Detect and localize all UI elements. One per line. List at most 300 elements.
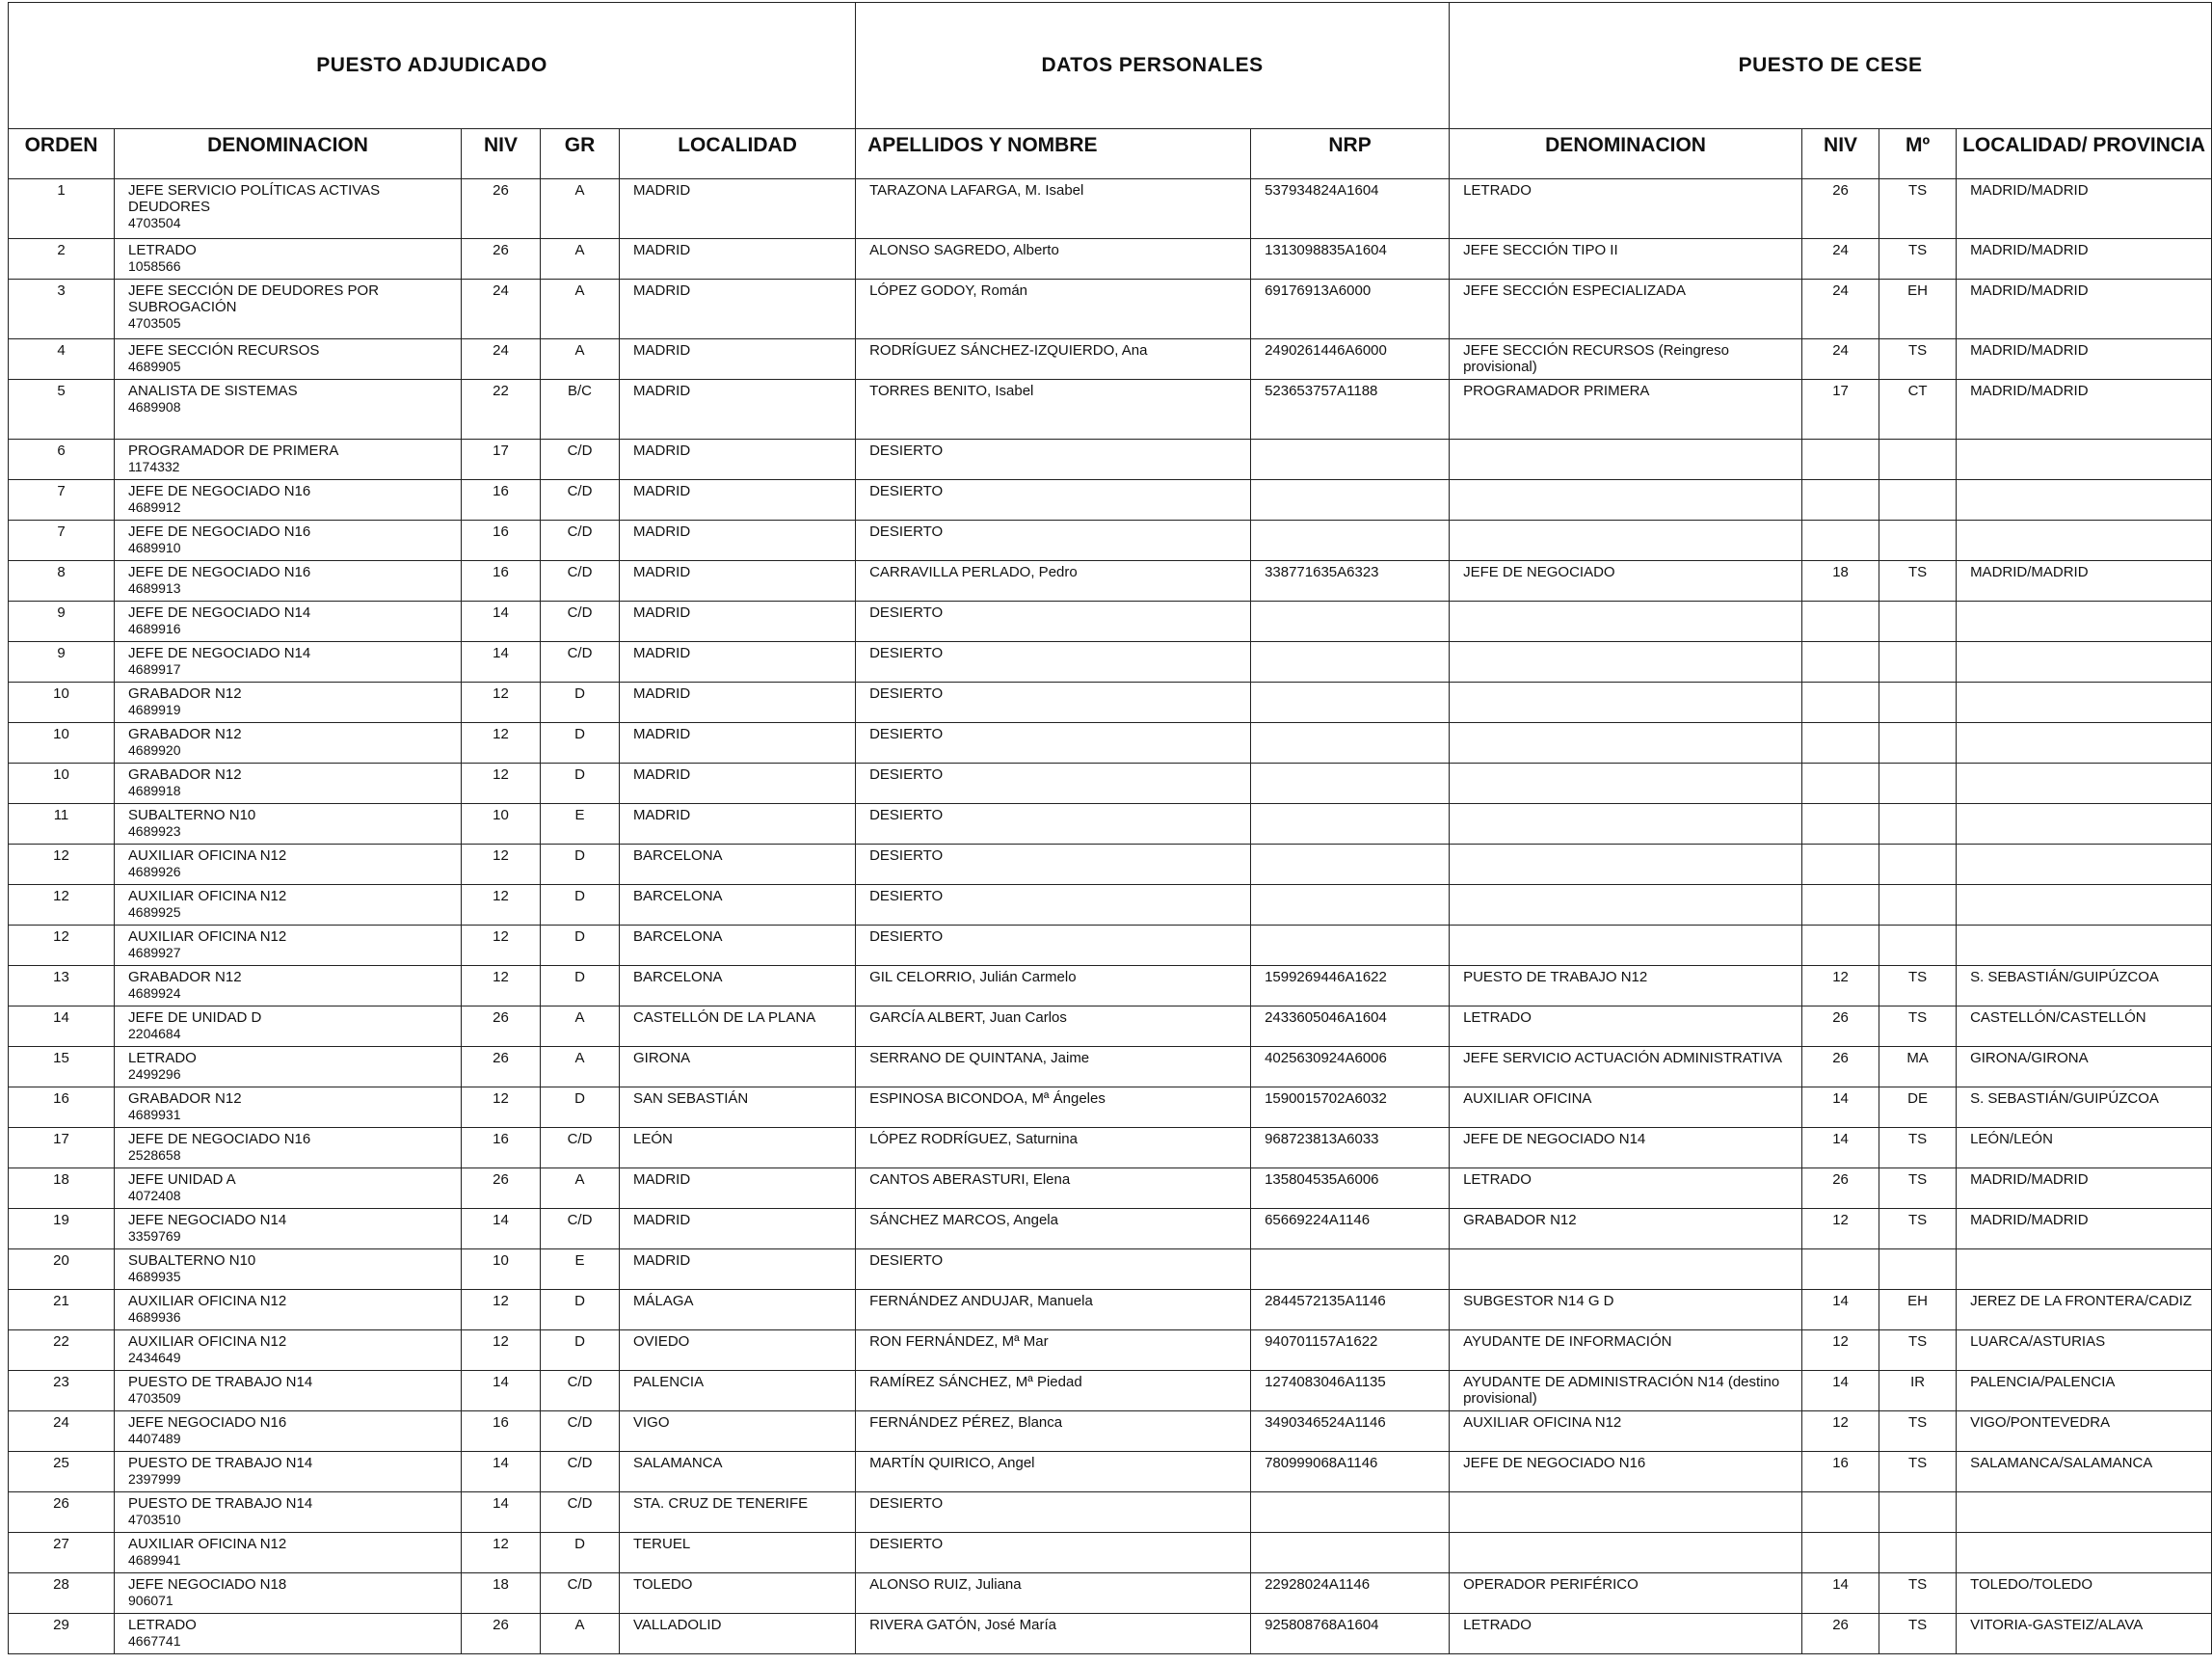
- cell-codigo-puesto: 4689918: [128, 783, 181, 798]
- cell-orden-text: 12: [53, 928, 69, 945]
- cell-localidad-text: MADRID: [633, 645, 691, 661]
- cell-cese-niv: [1802, 1290, 1879, 1330]
- cell-localidad: [620, 1209, 856, 1249]
- cell-nrp: [1251, 1533, 1450, 1573]
- cell-localidad-provincia: [1957, 885, 2212, 926]
- cell-cese-niv-text: 14: [1832, 1293, 1849, 1309]
- cell-apellidos-nombre-text: ALONSO RUIZ, Juliana: [869, 1576, 1022, 1593]
- cell-cese-niv-text: 14: [1832, 1090, 1849, 1107]
- cell-gr: [541, 1452, 620, 1492]
- cell-gr-text: C/D: [567, 645, 593, 661]
- cell-denominacion: [115, 1452, 462, 1492]
- cell-localidad: [620, 561, 856, 602]
- cell-gr: [541, 480, 620, 521]
- cell-nrp: [1251, 723, 1450, 764]
- cell-niv: [462, 561, 541, 602]
- cell-cese-niv: [1802, 1128, 1879, 1168]
- cell-niv: [462, 885, 541, 926]
- cell-cese-niv: [1802, 804, 1879, 845]
- cell-gr: [541, 1411, 620, 1452]
- cell-denominacion-text: GRABADOR N12: [128, 766, 242, 783]
- cell-ministerio-text: EH: [1907, 1293, 1928, 1309]
- cell-cese-denominacion: [1450, 1128, 1802, 1168]
- cell-niv-text: 16: [493, 1414, 509, 1431]
- cell-niv-text: 10: [493, 807, 509, 823]
- cell-ministerio-text: TS: [1907, 1414, 1928, 1431]
- cell-denominacion-text: LETRADO: [128, 1617, 197, 1633]
- cell-nrp: [1251, 885, 1450, 926]
- cell-localidad-text: BARCELONA: [633, 969, 723, 985]
- cell-orden-text: 4: [57, 342, 66, 359]
- table-row: [9, 1411, 2212, 1452]
- cell-gr: [541, 521, 620, 561]
- table-row: [9, 966, 2212, 1006]
- cell-localidad-provincia: [1957, 380, 2212, 440]
- cell-denominacion: [115, 179, 462, 239]
- cell-cese-denominacion-text: PUESTO DE TRABAJO N12: [1463, 969, 1648, 985]
- cell-cese-denominacion: [1450, 885, 1802, 926]
- cell-niv-text: 12: [493, 1536, 509, 1552]
- cell-ministerio: [1879, 1573, 1957, 1614]
- cell-apellidos-nombre: [856, 683, 1251, 723]
- cell-orden-text: 13: [53, 969, 69, 985]
- cell-denominacion: [115, 926, 462, 966]
- cell-orden-text: 10: [53, 726, 69, 742]
- cell-cese-denominacion: [1450, 1452, 1802, 1492]
- cell-niv: [462, 642, 541, 683]
- document: [8, 2, 2211, 1654]
- cell-orden: [9, 339, 115, 380]
- cell-ministerio: [1879, 966, 1957, 1006]
- column-header-row: [9, 129, 2212, 179]
- cell-codigo-puesto: 2434649: [128, 1350, 181, 1365]
- cell-niv: [462, 1371, 541, 1411]
- cell-niv: [462, 1087, 541, 1128]
- cell-nrp-text: 780999068A1146: [1265, 1455, 1378, 1471]
- cell-denominacion: [115, 1128, 462, 1168]
- cell-localidad-text: MADRID: [633, 726, 691, 742]
- cell-niv-text: 16: [493, 1131, 509, 1147]
- cell-denominacion: [115, 1249, 462, 1290]
- cell-apellidos-nombre: [856, 602, 1251, 642]
- cell-localidad-text: MADRID: [633, 685, 691, 702]
- cell-ministerio: [1879, 804, 1957, 845]
- cell-localidad-text: SAN SEBASTIÁN: [633, 1090, 749, 1107]
- cell-denominacion-text: PUESTO DE TRABAJO N14: [128, 1374, 313, 1390]
- cell-nrp: [1251, 764, 1450, 804]
- cell-codigo-puesto: 2204684: [128, 1026, 181, 1041]
- cell-apellidos-nombre: [856, 521, 1251, 561]
- cell-cese-niv: [1802, 1209, 1879, 1249]
- cell-cese-denominacion-text: OPERADOR PERIFÉRICO: [1463, 1576, 1639, 1593]
- cell-gr-text: D: [574, 1293, 585, 1309]
- cell-ministerio: [1879, 1128, 1957, 1168]
- cell-nrp: [1251, 1452, 1450, 1492]
- cell-localidad-provincia-text: MADRID/MADRID: [1970, 564, 2089, 580]
- cell-cese-niv-text: 18: [1832, 564, 1849, 580]
- cell-gr: [541, 1492, 620, 1533]
- cell-localidad: [620, 642, 856, 683]
- cell-denominacion: [115, 1047, 462, 1087]
- cell-nrp-text: 968723813A6033: [1265, 1131, 1379, 1147]
- cell-niv-text: 12: [493, 1333, 509, 1350]
- cell-ministerio: [1879, 1087, 1957, 1128]
- cell-codigo-puesto: 4703504: [128, 215, 181, 230]
- col-orden: ORDEN: [9, 129, 115, 179]
- cell-niv-text: 14: [493, 1495, 509, 1512]
- cell-nrp: [1251, 845, 1450, 885]
- cell-denominacion-text: AUXILIAR OFICINA N12: [128, 1293, 287, 1309]
- cell-localidad-provincia-text: MADRID/MADRID: [1970, 182, 2089, 199]
- cell-orden-text: 20: [53, 1252, 69, 1269]
- cell-localidad: [620, 179, 856, 239]
- cell-localidad-provincia-text: MADRID/MADRID: [1970, 342, 2089, 359]
- table-row: [9, 1168, 2212, 1209]
- cell-denominacion: [115, 1573, 462, 1614]
- cell-localidad-provincia: [1957, 1533, 2212, 1573]
- cell-denominacion-text: JEFE SECCIÓN RECURSOS: [128, 342, 320, 359]
- cell-denominacion: [115, 1533, 462, 1573]
- cell-niv-text: 18: [493, 1576, 509, 1593]
- cell-apellidos-nombre-text: RIVERA GATÓN, José María: [869, 1617, 1057, 1633]
- cell-nrp-text: 338771635A6323: [1265, 564, 1379, 580]
- cell-localidad-provincia: [1957, 561, 2212, 602]
- cell-localidad-text: BARCELONA: [633, 888, 723, 904]
- cell-orden: [9, 642, 115, 683]
- cell-cese-denominacion: [1450, 1209, 1802, 1249]
- cell-gr: [541, 1249, 620, 1290]
- col-cese-denominacion: DENOMINACION: [1450, 129, 1802, 179]
- cell-codigo-puesto: 4703510: [128, 1512, 181, 1527]
- cell-apellidos-nombre-text: DESIERTO: [869, 766, 944, 783]
- cell-cese-niv-text: 24: [1832, 242, 1849, 258]
- cell-nrp: [1251, 239, 1450, 280]
- cell-cese-niv: [1802, 1411, 1879, 1452]
- cell-ministerio-text: TS: [1907, 1617, 1928, 1633]
- cell-codigo-puesto: 4689919: [128, 702, 181, 717]
- cell-orden-text: 6: [57, 443, 66, 459]
- cell-cese-niv: [1802, 602, 1879, 642]
- cell-cese-denominacion: [1450, 1249, 1802, 1290]
- cell-denominacion-text: JEFE DE NEGOCIADO N16: [128, 564, 311, 580]
- cell-apellidos-nombre-text: TARAZONA LAFARGA, M. Isabel: [869, 182, 1084, 199]
- cell-ministerio-text: TS: [1907, 242, 1928, 258]
- cell-nrp: [1251, 602, 1450, 642]
- cell-localidad-provincia: [1957, 1006, 2212, 1047]
- cell-localidad-text: SALAMANCA: [633, 1455, 723, 1471]
- table-row: [9, 1209, 2212, 1249]
- table-body: [9, 179, 2212, 1654]
- cell-niv-text: 14: [493, 1374, 509, 1390]
- cell-localidad: [620, 723, 856, 764]
- cell-cese-denominacion-text: JEFE DE NEGOCIADO: [1463, 564, 1615, 580]
- cell-localidad-text: PALENCIA: [633, 1374, 705, 1390]
- cell-ministerio-text: TS: [1907, 564, 1928, 580]
- cell-denominacion-text: GRABADOR N12: [128, 726, 242, 742]
- cell-apellidos-nombre-text: DESIERTO: [869, 1252, 944, 1269]
- cell-localidad-text: MADRID: [633, 1212, 691, 1228]
- cell-niv: [462, 239, 541, 280]
- cell-orden: [9, 1290, 115, 1330]
- cell-ministerio: [1879, 1533, 1957, 1573]
- cell-localidad-provincia-text: JEREZ DE LA FRONTERA/CADIZ: [1970, 1293, 2193, 1309]
- cell-cese-niv-text: 26: [1832, 182, 1849, 199]
- cell-gr-text: C/D: [567, 1131, 593, 1147]
- cell-gr: [541, 561, 620, 602]
- cell-ministerio-text: TS: [1907, 1576, 1928, 1593]
- cell-gr: [541, 804, 620, 845]
- cell-cese-niv: [1802, 380, 1879, 440]
- cell-nrp-text: 65669224A1146: [1265, 1212, 1371, 1228]
- cell-apellidos-nombre-text: DESIERTO: [869, 928, 944, 945]
- cell-denominacion-text: LETRADO: [128, 242, 197, 258]
- cell-cese-denominacion: [1450, 723, 1802, 764]
- cell-denominacion-text: PROGRAMADOR DE PRIMERA: [128, 443, 339, 459]
- cell-ministerio: [1879, 1006, 1957, 1047]
- table-row: [9, 926, 2212, 966]
- cell-denominacion-text: GRABADOR N12: [128, 969, 242, 985]
- cell-gr-text: C/D: [567, 1212, 593, 1228]
- cell-orden: [9, 966, 115, 1006]
- cell-denominacion-text: SUBALTERNO N10: [128, 1252, 256, 1269]
- cell-orden: [9, 1087, 115, 1128]
- cell-nrp-text: 3490346524A1146: [1265, 1414, 1386, 1431]
- cell-cese-niv: [1802, 440, 1879, 480]
- cell-ministerio: [1879, 1168, 1957, 1209]
- cell-gr-text: D: [574, 1333, 585, 1350]
- cell-ministerio: [1879, 683, 1957, 723]
- cell-gr: [541, 1087, 620, 1128]
- cell-orden-text: 9: [57, 604, 66, 621]
- cell-denominacion-text: JEFE DE NEGOCIADO N14: [128, 604, 311, 621]
- cell-denominacion-text: ANALISTA DE SISTEMAS: [128, 383, 298, 399]
- cell-localidad-provincia: [1957, 1209, 2212, 1249]
- cell-gr-text: C/D: [567, 1455, 593, 1471]
- group-header-row: [9, 3, 2212, 129]
- cell-orden-text: 24: [53, 1414, 69, 1431]
- cell-gr-text: D: [574, 928, 585, 945]
- cell-niv-text: 16: [493, 564, 509, 580]
- cell-cese-niv-text: 26: [1832, 1050, 1849, 1066]
- cell-orden: [9, 179, 115, 239]
- table-row: [9, 1371, 2212, 1411]
- cell-localidad: [620, 764, 856, 804]
- cell-localidad-provincia: [1957, 1087, 2212, 1128]
- cell-nrp-text: 69176913A6000: [1265, 282, 1372, 299]
- cell-niv: [462, 845, 541, 885]
- cell-localidad-text: TOLEDO: [633, 1576, 693, 1593]
- cell-localidad-provincia: [1957, 440, 2212, 480]
- cell-nrp-text: 1590015702A6032: [1265, 1090, 1387, 1107]
- cell-niv: [462, 1614, 541, 1654]
- group-puesto-adjudicado: PUESTO ADJUDICADO: [9, 3, 856, 129]
- cell-cese-denominacion-text: LETRADO: [1463, 182, 1532, 199]
- cell-cese-denominacion: [1450, 1411, 1802, 1452]
- cell-localidad: [620, 1330, 856, 1371]
- cell-localidad-provincia-text: S. SEBASTIÁN/GUIPÚZCOA: [1970, 1090, 2159, 1107]
- cell-niv: [462, 1452, 541, 1492]
- cell-orden: [9, 1411, 115, 1452]
- cell-gr-text: D: [574, 766, 585, 783]
- cell-gr: [541, 764, 620, 804]
- cell-localidad-provincia-text: S. SEBASTIÁN/GUIPÚZCOA: [1970, 969, 2159, 985]
- cell-orden: [9, 602, 115, 642]
- cell-localidad-provincia-text: VITORIA-GASTEIZ/ALAVA: [1970, 1617, 2144, 1633]
- cell-cese-denominacion: [1450, 1330, 1802, 1371]
- cell-nrp: [1251, 380, 1450, 440]
- table-row: [9, 380, 2212, 440]
- table-row: [9, 764, 2212, 804]
- cell-ministerio: [1879, 764, 1957, 804]
- cell-nrp: [1251, 1371, 1450, 1411]
- cell-niv: [462, 1047, 541, 1087]
- cell-orden-text: 28: [53, 1576, 69, 1593]
- table-row: [9, 1533, 2212, 1573]
- cell-denominacion: [115, 380, 462, 440]
- cell-localidad-text: MADRID: [633, 766, 691, 783]
- cell-niv: [462, 926, 541, 966]
- cell-localidad: [620, 966, 856, 1006]
- cell-apellidos-nombre-text: SÁNCHEZ MARCOS, Angela: [869, 1212, 1058, 1228]
- cell-niv: [462, 1330, 541, 1371]
- cell-orden-text: 9: [57, 645, 66, 661]
- cell-orden: [9, 926, 115, 966]
- cell-niv-text: 12: [493, 928, 509, 945]
- cell-niv: [462, 440, 541, 480]
- cell-denominacion-text: JEFE SERVICIO POLÍTICAS ACTIVAS DEUDORES: [128, 182, 381, 215]
- cell-gr-text: C/D: [567, 1414, 593, 1431]
- table-row: [9, 239, 2212, 280]
- cell-apellidos-nombre: [856, 1614, 1251, 1654]
- cell-ministerio: [1879, 440, 1957, 480]
- cell-localidad-text: BARCELONA: [633, 928, 723, 945]
- table-row: [9, 480, 2212, 521]
- cell-gr: [541, 885, 620, 926]
- cell-localidad-text: MADRID: [633, 342, 691, 359]
- cell-nrp: [1251, 521, 1450, 561]
- cell-gr: [541, 602, 620, 642]
- cell-cese-denominacion-text: JEFE DE NEGOCIADO N14: [1463, 1131, 1646, 1147]
- cell-codigo-puesto: 4689910: [128, 540, 181, 555]
- cell-apellidos-nombre: [856, 480, 1251, 521]
- cell-niv: [462, 1492, 541, 1533]
- cell-gr-text: A: [574, 182, 585, 199]
- cell-orden: [9, 1452, 115, 1492]
- cell-apellidos-nombre: [856, 239, 1251, 280]
- cell-ministerio: [1879, 561, 1957, 602]
- cell-orden: [9, 1168, 115, 1209]
- cell-denominacion: [115, 1290, 462, 1330]
- cell-ministerio-text: CT: [1907, 383, 1928, 399]
- cell-niv-text: 26: [493, 242, 509, 258]
- cell-localidad-text: MADRID: [633, 604, 691, 621]
- cell-codigo-puesto: 4689927: [128, 945, 181, 960]
- cell-gr-text: A: [574, 1050, 585, 1066]
- cell-orden-text: 27: [53, 1536, 69, 1552]
- cell-nrp-text: 940701157A1622: [1265, 1333, 1378, 1350]
- cell-orden-text: 22: [53, 1333, 69, 1350]
- group-datos-personales: DATOS PERSONALES: [856, 3, 1450, 129]
- cell-apellidos-nombre: [856, 723, 1251, 764]
- cell-niv: [462, 480, 541, 521]
- cell-orden: [9, 804, 115, 845]
- cell-apellidos-nombre: [856, 926, 1251, 966]
- cell-apellidos-nombre: [856, 1330, 1251, 1371]
- cell-localidad-provincia: [1957, 642, 2212, 683]
- cell-localidad-provincia: [1957, 239, 2212, 280]
- cell-apellidos-nombre-text: DESIERTO: [869, 1495, 944, 1512]
- cell-gr: [541, 1371, 620, 1411]
- cell-cese-niv: [1802, 480, 1879, 521]
- cell-niv: [462, 723, 541, 764]
- cell-cese-niv: [1802, 1006, 1879, 1047]
- cell-localidad-provincia-text: SALAMANCA/SALAMANCA: [1970, 1455, 2153, 1471]
- cell-ministerio: [1879, 1047, 1957, 1087]
- cell-orden: [9, 440, 115, 480]
- cell-apellidos-nombre: [856, 1290, 1251, 1330]
- cell-ministerio: [1879, 1492, 1957, 1533]
- cell-localidad-provincia: [1957, 723, 2212, 764]
- cell-cese-denominacion: [1450, 440, 1802, 480]
- cell-orden-text: 12: [53, 888, 69, 904]
- cell-gr: [541, 1573, 620, 1614]
- cell-ministerio-text: TS: [1907, 1171, 1928, 1188]
- cell-localidad-provincia-text: MADRID/MADRID: [1970, 1171, 2089, 1188]
- cell-cese-denominacion-text: JEFE SECCIÓN TIPO II: [1463, 242, 1618, 258]
- cell-denominacion: [115, 280, 462, 339]
- col-localidad-provincia: LOCALIDAD/ PROVINCIA: [1957, 129, 2212, 179]
- cell-codigo-puesto: 3359769: [128, 1228, 181, 1244]
- cell-denominacion-text: AUXILIAR OFICINA N12: [128, 1536, 287, 1552]
- cell-orden: [9, 1371, 115, 1411]
- cell-localidad-provincia-text: MADRID/MADRID: [1970, 1212, 2089, 1228]
- col-cese-niv: NIV: [1802, 129, 1879, 179]
- cell-ministerio: [1879, 845, 1957, 885]
- cell-nrp-text: 1274083046A1135: [1265, 1374, 1386, 1390]
- cell-localidad-text: CASTELLÓN DE LA PLANA: [633, 1009, 816, 1026]
- cell-orden: [9, 1573, 115, 1614]
- cell-localidad-provincia: [1957, 804, 2212, 845]
- cell-denominacion: [115, 440, 462, 480]
- cell-gr: [541, 1128, 620, 1168]
- cell-apellidos-nombre-text: ESPINOSA BICONDOA, Mª Ángeles: [869, 1090, 1106, 1107]
- cell-niv-text: 14: [493, 604, 509, 621]
- cell-denominacion: [115, 602, 462, 642]
- cell-nrp: [1251, 1087, 1450, 1128]
- cell-nrp-text: 523653757A1188: [1265, 383, 1378, 399]
- cell-ministerio: [1879, 1411, 1957, 1452]
- cell-denominacion: [115, 966, 462, 1006]
- cell-orden: [9, 1209, 115, 1249]
- cell-localidad-text: MADRID: [633, 383, 691, 399]
- cell-niv: [462, 1290, 541, 1330]
- cell-apellidos-nombre-text: DESIERTO: [869, 685, 944, 702]
- cell-localidad-provincia-text: TOLEDO/TOLEDO: [1970, 1576, 2093, 1593]
- cell-orden-text: 17: [53, 1131, 69, 1147]
- cell-apellidos-nombre-text: DESIERTO: [869, 604, 944, 621]
- table-row: [9, 1452, 2212, 1492]
- cell-cese-denominacion: [1450, 480, 1802, 521]
- cell-localidad-provincia: [1957, 1047, 2212, 1087]
- cell-orden-text: 3: [57, 282, 66, 299]
- cell-orden: [9, 1330, 115, 1371]
- cell-niv-text: 17: [493, 443, 509, 459]
- cell-denominacion-text: JEFE UNIDAD A: [128, 1171, 236, 1188]
- cell-orden: [9, 1047, 115, 1087]
- cell-localidad-provincia-text: CASTELLÓN/CASTELLÓN: [1970, 1009, 2146, 1026]
- cell-niv-text: 12: [493, 888, 509, 904]
- cell-localidad-provincia: [1957, 521, 2212, 561]
